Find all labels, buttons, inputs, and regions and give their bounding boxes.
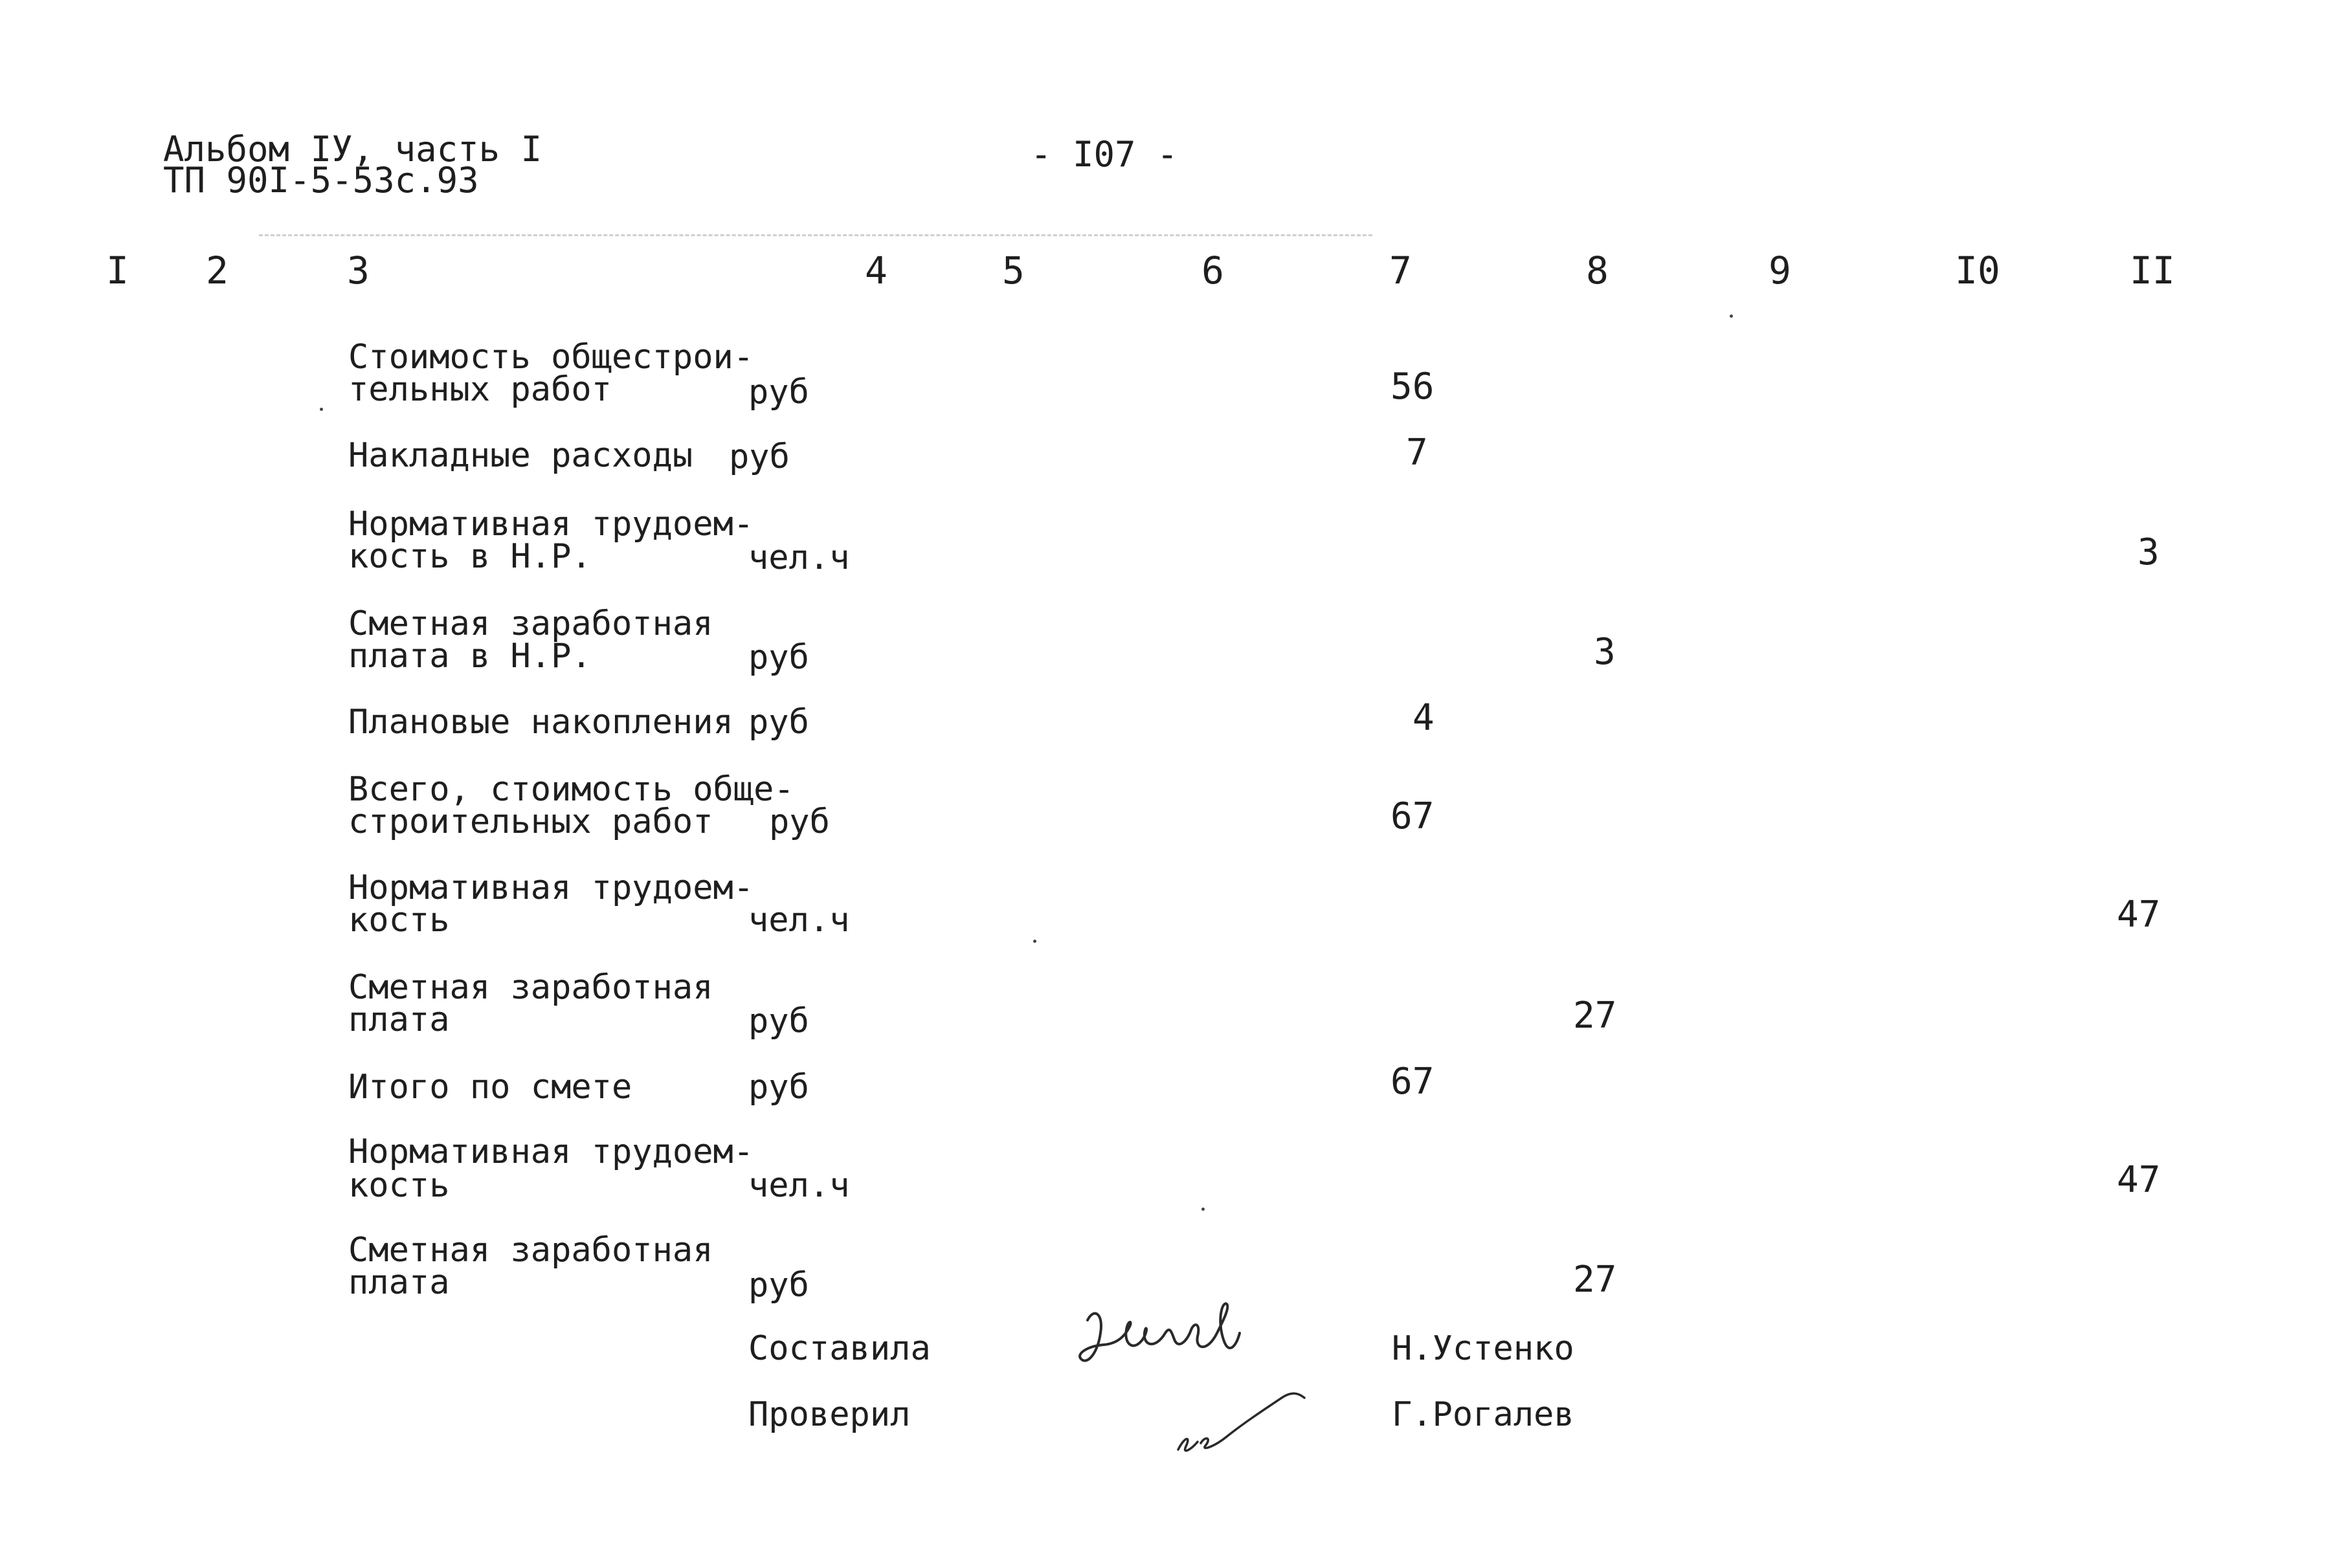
compiled-name: Н.Устенко [1392,1329,1574,1368]
value-col11: 47 [2117,894,2161,936]
row-name-line2: тельных работ [348,370,612,409]
value-col7: 7 [1406,432,1428,474]
header-divider [259,234,1372,236]
row-unit: руб [748,1002,809,1041]
row-name-line1: Итого по смете [348,1068,632,1107]
row-name-line1: Нормативная трудоем- [348,868,754,907]
value-col7: 67 [1390,795,1434,837]
value-col7: 56 [1390,366,1434,408]
row-name-line2: кость в Н.Р. [348,537,592,576]
column-number: I [106,248,129,293]
row-name-line1: Нормативная трудоем- [348,505,754,544]
value-col11: 3 [2138,531,2160,573]
column-number: 2 [206,248,229,293]
scan-speck [1201,1208,1205,1211]
row-unit: руб [748,1068,809,1107]
page-number: - I07 - [1031,134,1178,175]
row-name-line1: Сметная заработная [348,604,713,643]
row-name-line2: строительных работ [348,802,713,841]
column-number: 9 [1769,248,1791,293]
handwritten-signature-compiled [1068,1294,1262,1391]
row-name-line2: плата в Н.Р. [348,637,592,676]
row-unit: чел.ч [748,538,850,577]
column-number: 5 [1002,248,1025,293]
column-number: II [2130,248,2175,293]
column-number: I0 [1955,248,2000,293]
row-unit: руб [748,638,809,677]
row-name-line1: Стоимость общестрои- [348,338,754,377]
checked-label: Проверил [748,1395,911,1434]
value-col8: 3 [1594,631,1616,673]
row-unit: руб [748,1266,809,1305]
row-name-line1: Плановые накопления [348,703,733,742]
value-col8: 27 [1573,995,1617,1037]
checked-name: Г.Рогалев [1392,1395,1574,1434]
row-unit: руб [748,703,809,742]
row-name-line2: кость [348,1166,450,1205]
value-col11: 47 [2117,1159,2161,1201]
project-code: ТП 90I-5-53с.93 [163,160,479,201]
row-name-line1: Нормативная трудоем- [348,1132,754,1171]
row-name-line1: Сметная заработная [348,968,713,1007]
row-name-line1: Всего, стоимость обще- [348,770,794,809]
row-unit: руб [769,802,830,841]
scan-speck [320,408,323,411]
compiled-label: Составила [748,1329,931,1368]
row-name-line2: кость [348,901,450,940]
album-line: Альбом IУ, часть I [163,129,542,170]
row-name-line2: плата [348,1000,450,1039]
value-col7: 4 [1412,697,1434,739]
handwritten-signature-checked [1165,1378,1321,1463]
row-unit: чел.ч [748,1166,850,1205]
column-number: 6 [1201,248,1224,293]
value-col7: 67 [1390,1061,1434,1103]
column-number: 4 [865,248,887,293]
scan-speck [1730,315,1733,318]
row-name-line2: плата [348,1263,450,1302]
column-number: 7 [1389,248,1412,293]
row-name-line1: Накладные расходы [348,436,693,475]
row-unit: руб [729,437,790,476]
row-unit: чел.ч [748,901,850,940]
row-unit: руб [748,373,809,412]
scan-speck [1033,940,1036,943]
column-number: 3 [347,248,370,293]
row-name-line1: Сметная заработная [348,1231,713,1270]
value-col8: 27 [1573,1259,1617,1301]
column-number: 8 [1586,248,1609,293]
